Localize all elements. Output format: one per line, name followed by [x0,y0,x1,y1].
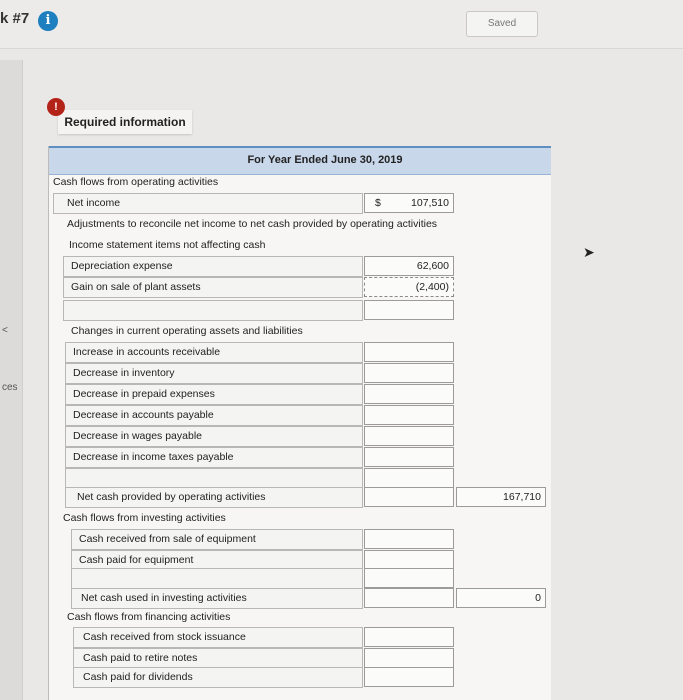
mouse-cursor-icon: ➤ [583,244,595,260]
top-bar [0,0,683,48]
investing-item-input[interactable] [364,550,454,570]
required-information-label: Required information [58,110,192,134]
saved-status-button[interactable]: Saved [466,11,538,37]
blank-label-row[interactable] [63,300,363,321]
depreciation-label: Depreciation expense [71,260,173,272]
collapse-arrow-icon[interactable]: < [2,325,8,336]
blank-amount-input[interactable] [364,468,454,488]
changes-item-label: Decrease in income taxes payable [73,451,234,463]
sidebar-label-fragment: ces [2,382,18,393]
changes-item-input[interactable] [364,384,454,404]
changes-item-label: Decrease in wages payable [73,430,202,442]
financing-item-label: Cash paid for dividends [83,671,193,683]
changes-item-label: Decrease in accounts payable [73,409,214,421]
investing-item-label: Cash paid for equipment [79,554,194,566]
cash-flow-statement-table [48,146,551,700]
changes-item-input[interactable] [364,405,454,425]
net-investing-spacer [364,588,454,608]
blank-label-row[interactable] [71,568,363,589]
gain-label: Gain on sale of plant assets [71,281,201,293]
changes-item-input[interactable] [364,342,454,362]
changes-item-input[interactable] [364,447,454,467]
net-operating-spacer [364,487,454,507]
changes-item-input[interactable] [364,363,454,383]
financing-item-input[interactable] [364,627,454,647]
top-divider [0,48,683,49]
investing-item-label: Cash received from sale of equipment [79,533,256,545]
gain-input[interactable]: (2,400) [364,277,454,297]
net-investing-label: Net cash used in investing activities [81,592,247,604]
question-title: k #7 [0,10,30,27]
investing-item-input[interactable] [364,529,454,549]
net-income-input[interactable]: 107,510 [364,193,454,213]
changes-label: Changes in current operating assets and liabilities [71,325,303,337]
period-heading: For Year Ended June 30, 2019 [247,154,403,166]
depreciation-input[interactable]: 62,600 [364,256,454,276]
left-sidebar-strip [0,60,23,700]
income-statement-items-label: Income statement items not affecting cash [69,239,266,251]
changes-item-label: Increase in accounts receivable [73,346,221,358]
adjustments-label: Adjustments to reconcile net income to net cash provided by operating activities [67,218,438,230]
financing-item-label: Cash received from stock issuance [83,631,246,643]
changes-item-label: Decrease in prepaid expenses [73,388,215,400]
blank-label-row[interactable] [65,468,363,489]
alert-icon: ! [47,98,65,116]
financing-section-label: Cash flows from financing activities [67,611,231,623]
net-investing-input[interactable]: 0 [456,588,546,608]
net-income-currency: $ [375,197,381,209]
changes-item-label: Decrease in inventory [73,367,175,379]
net-operating-input[interactable]: 167,710 [456,487,546,507]
table-header [49,146,551,175]
blank-amount-input[interactable] [364,300,454,320]
financing-item-input[interactable] [364,648,454,668]
net-income-label: Net income [67,197,121,209]
investing-section-label: Cash flows from investing activities [63,512,226,524]
changes-item-input[interactable] [364,426,454,446]
net-operating-label: Net cash provided by operating activities [77,491,266,503]
financing-item-input[interactable] [364,667,454,687]
info-icon[interactable]: i [38,11,58,31]
financing-item-label: Cash paid to retire notes [83,652,198,664]
operating-section-label: Cash flows from operating activities [53,176,219,188]
blank-amount-input[interactable] [364,568,454,588]
